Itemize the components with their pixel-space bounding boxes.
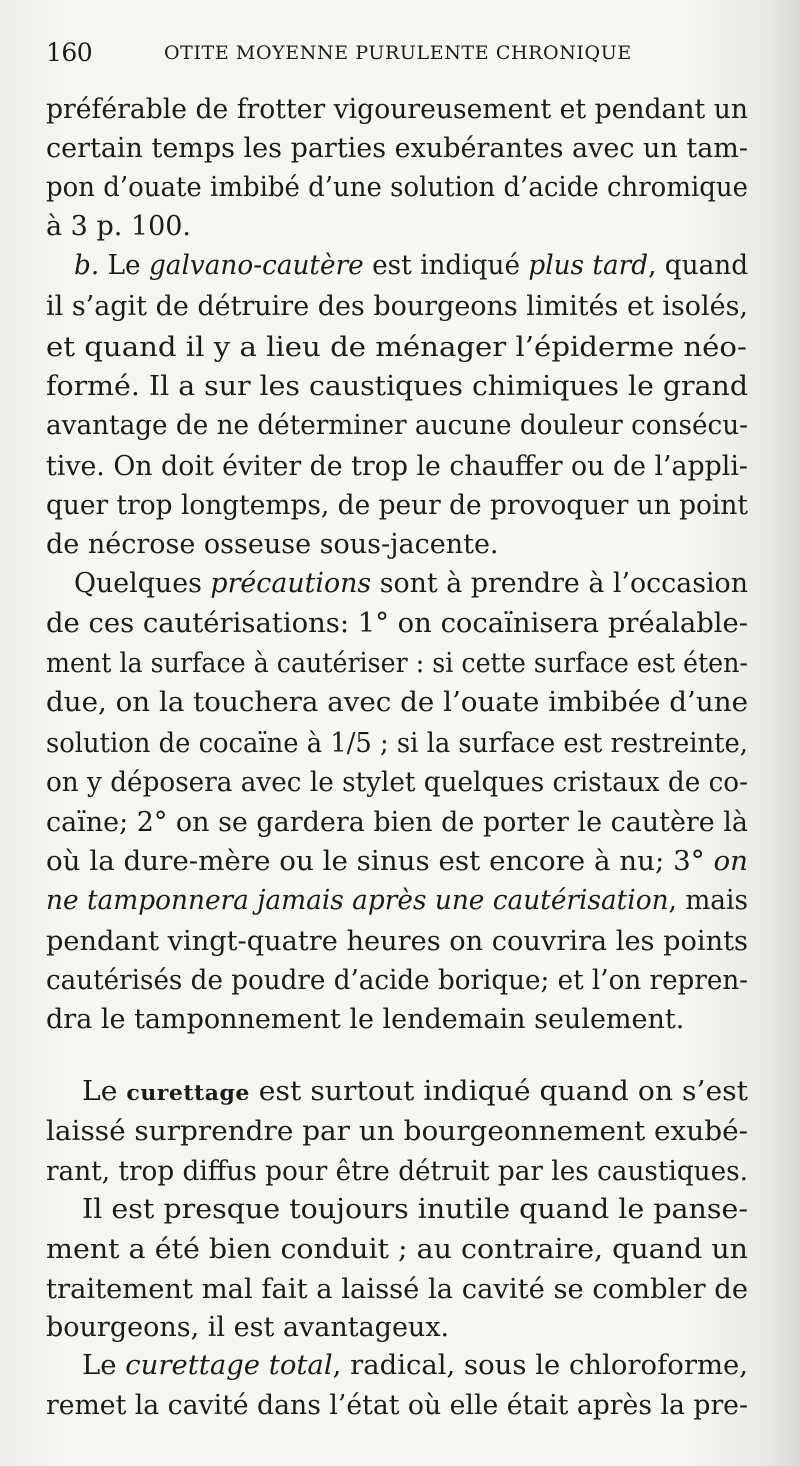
text-run: cautérisés de poudre d’acide borique; et l’on repren- [46, 965, 749, 996]
text-line [46, 610, 748, 637]
text-run: laissé surprendre par un bourgeonnement exubé- [46, 1116, 748, 1147]
italic-text: ne tamponnera jamais après une cautérisation [46, 885, 669, 916]
text-run: traitement mal fait a laissé la cavité se combler de [46, 1274, 749, 1305]
text-run: à 3 p. 100. [46, 211, 192, 242]
text-line [46, 1118, 748, 1145]
text-run: avantage de ne déterminer aucune douleur consécu- [46, 410, 748, 441]
text-run: , radical, sous le chloroforme, [332, 1350, 749, 1381]
text-run: ment a été bien conduit ; au contraire, quand un [46, 1234, 749, 1265]
text-run: Le [99, 250, 149, 281]
text-run: solution de cocaïne à 1/5 ; si la surface est restreinte, [46, 728, 748, 759]
text-line [46, 492, 748, 519]
text-line [46, 135, 748, 162]
running-head [46, 38, 746, 72]
text-run: où la dure-mère ou le sinus est encore à nu; 3° [46, 846, 714, 877]
text-run: de ces cautérisations: 1° on cocaïnisera préalable- [46, 608, 749, 639]
text-run: bourgeons, il est avantageux. [46, 1312, 450, 1343]
text-run: due, on la touchera avec de l’ouate imbibée d’une [46, 687, 748, 718]
text-line [46, 967, 748, 994]
text-line [74, 570, 748, 597]
text-line [46, 848, 748, 875]
text-run: formé. Il a sur les caustiques chimiques le grand [46, 371, 748, 402]
text-run: rant, trop diffus pour être détruit par les caustiques. [46, 1156, 748, 1187]
text-run: , quand [648, 250, 749, 281]
text-line [46, 730, 748, 757]
text-line [46, 174, 748, 201]
text-run: dra le tamponnement le lendemain seulement. [46, 1004, 685, 1035]
text-run: remet la cavité dans l’état où elle était après la pre- [46, 1390, 748, 1421]
text-line [46, 96, 748, 123]
text-run: préférable de frotter vigoureusement et pendant un [46, 94, 748, 125]
italic-text: curettage total [125, 1350, 333, 1381]
italic-text: précautions [210, 568, 372, 599]
text-line [82, 1196, 748, 1223]
text-line [82, 1352, 748, 1379]
text-run: pendant vingt-quatre heures on couvrira les points [46, 926, 749, 957]
text-line [82, 1078, 748, 1105]
text-run: il s’agit de détruire des bourgeons limités et isolés, [46, 291, 748, 322]
text-run: quer trop longtemps, de peur de provoquer un point [46, 490, 749, 521]
text-line [46, 453, 748, 480]
text-line [46, 373, 748, 400]
text-line [46, 531, 499, 558]
text-line [46, 809, 748, 836]
text-line [46, 1158, 748, 1185]
text-line [46, 887, 748, 914]
italic-text: on [713, 846, 748, 877]
text-run: Le [82, 1350, 126, 1381]
text-run: , mais [668, 885, 748, 916]
bold-text: curettage [126, 1080, 250, 1105]
text-run: et quand il y a lieu de ménager l’épiderme néo- [46, 332, 747, 363]
text-line [46, 1276, 748, 1303]
text-run: caïne; 2° on se gardera bien de porter le cautère là [46, 807, 748, 838]
text-line [46, 1236, 748, 1263]
text-line [46, 213, 191, 240]
text-run: est indiqué [363, 250, 529, 281]
text-line [46, 293, 748, 320]
italic-text: galvano-cautère [148, 250, 364, 281]
text-run: est surtout indiqué quand on s’est [249, 1076, 748, 1107]
text-line [46, 928, 748, 955]
running-title: OTITE MOYENNE PURULENTE CHRONIQUE [164, 42, 632, 64]
text-run: Quelques [74, 568, 211, 599]
text-line [46, 1314, 449, 1341]
text-run: Le [82, 1076, 127, 1107]
text-run: pon d’ouate imbibé d’une solution d’acide chromique [46, 172, 748, 203]
text-run: Il est presque toujours inutile quand le panse- [82, 1194, 748, 1225]
text-run: tive. On doit éviter de trop le chauffer ou de l’appli- [46, 451, 748, 482]
text-run: certain temps les parties exubérantes avec un tam- [46, 133, 748, 164]
text-line [74, 252, 748, 279]
text-line [46, 1006, 684, 1033]
text-line [46, 334, 747, 361]
text-line [46, 650, 748, 677]
text-line [46, 1392, 748, 1419]
text-run: de nécrose osseuse sous-jacente. [46, 529, 499, 560]
text-line [46, 689, 748, 716]
text-line [46, 412, 748, 439]
text-run: on y déposera avec le stylet quelques cristaux de co- [46, 767, 748, 798]
text-line [46, 769, 748, 796]
page-number: 160 [46, 38, 93, 67]
text-run: sont à prendre à l’occasion [371, 568, 749, 599]
italic-text: plus tard [528, 250, 649, 281]
text-run: ment la surface à cautériser : si cette surface est éten- [46, 648, 748, 679]
italic-text: b. [74, 250, 100, 281]
